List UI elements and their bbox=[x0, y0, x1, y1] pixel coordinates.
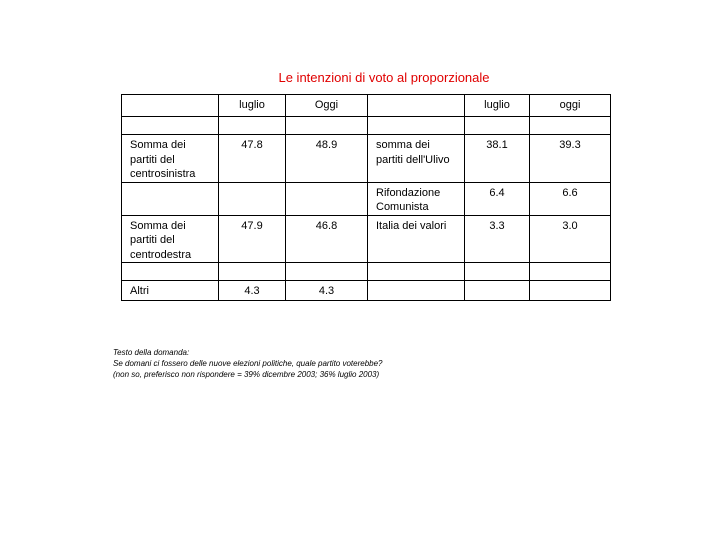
label-centrosinistra: Somma dei partiti del centrosinistra bbox=[122, 135, 219, 183]
table-row-altri bbox=[122, 281, 611, 301]
value-centrosinistra-oggi: 48.9 bbox=[286, 135, 368, 183]
value-centrodestra-luglio: 47.9 bbox=[219, 215, 286, 263]
question-notes bbox=[113, 347, 383, 380]
value-altri-luglio: 4.3 bbox=[219, 281, 286, 301]
label-italia-dei-valori: Italia dei valori bbox=[368, 215, 465, 263]
spacer-row bbox=[122, 117, 611, 135]
label-centrodestra: Somma dei partiti del centrodestra bbox=[122, 215, 219, 263]
header-oggi-left: Oggi bbox=[286, 95, 368, 117]
label-rifondazione: Rifondazione Comunista bbox=[368, 182, 465, 215]
table-row-centrosinistra bbox=[122, 135, 611, 183]
notes-question: Se domani ci fossero delle nuove elezioni politiche, quale partito voterebbe? bbox=[113, 359, 383, 368]
poll-table bbox=[121, 94, 611, 301]
label-ulivo: somma dei partiti dell'Ulivo bbox=[368, 135, 465, 183]
table-row-centrodestra bbox=[122, 215, 611, 263]
header-oggi-right: oggi bbox=[530, 95, 611, 117]
header-row bbox=[122, 95, 611, 117]
notes-heading: Testo della domanda: bbox=[113, 348, 190, 357]
value-rifondazione-luglio: 6.4 bbox=[465, 182, 530, 215]
value-italia-dei-valori-oggi: 3.0 bbox=[530, 215, 611, 263]
header-luglio-left: luglio bbox=[219, 95, 286, 117]
label-altri: Altri bbox=[122, 281, 219, 301]
header-blank-left bbox=[122, 95, 219, 117]
chart-title: Le intenzioni di voto al proporzionale bbox=[278, 70, 490, 85]
value-italia-dei-valori-luglio: 3.3 bbox=[465, 215, 530, 263]
table-row-rifondazione bbox=[122, 182, 611, 215]
value-ulivo-oggi: 39.3 bbox=[530, 135, 611, 183]
value-rifondazione-oggi: 6.6 bbox=[530, 182, 611, 215]
header-blank-mid bbox=[368, 95, 465, 117]
value-centrosinistra-luglio: 47.8 bbox=[219, 135, 286, 183]
spacer-row bbox=[122, 263, 611, 281]
value-centrodestra-oggi: 46.8 bbox=[286, 215, 368, 263]
notes-nonresponse: (non so, preferisco non rispondere = 39% dicembre 2003; 36% luglio 2003) bbox=[113, 370, 380, 379]
value-ulivo-luglio: 38.1 bbox=[465, 135, 530, 183]
value-altri-oggi: 4.3 bbox=[286, 281, 368, 301]
header-luglio-right: luglio bbox=[465, 95, 530, 117]
